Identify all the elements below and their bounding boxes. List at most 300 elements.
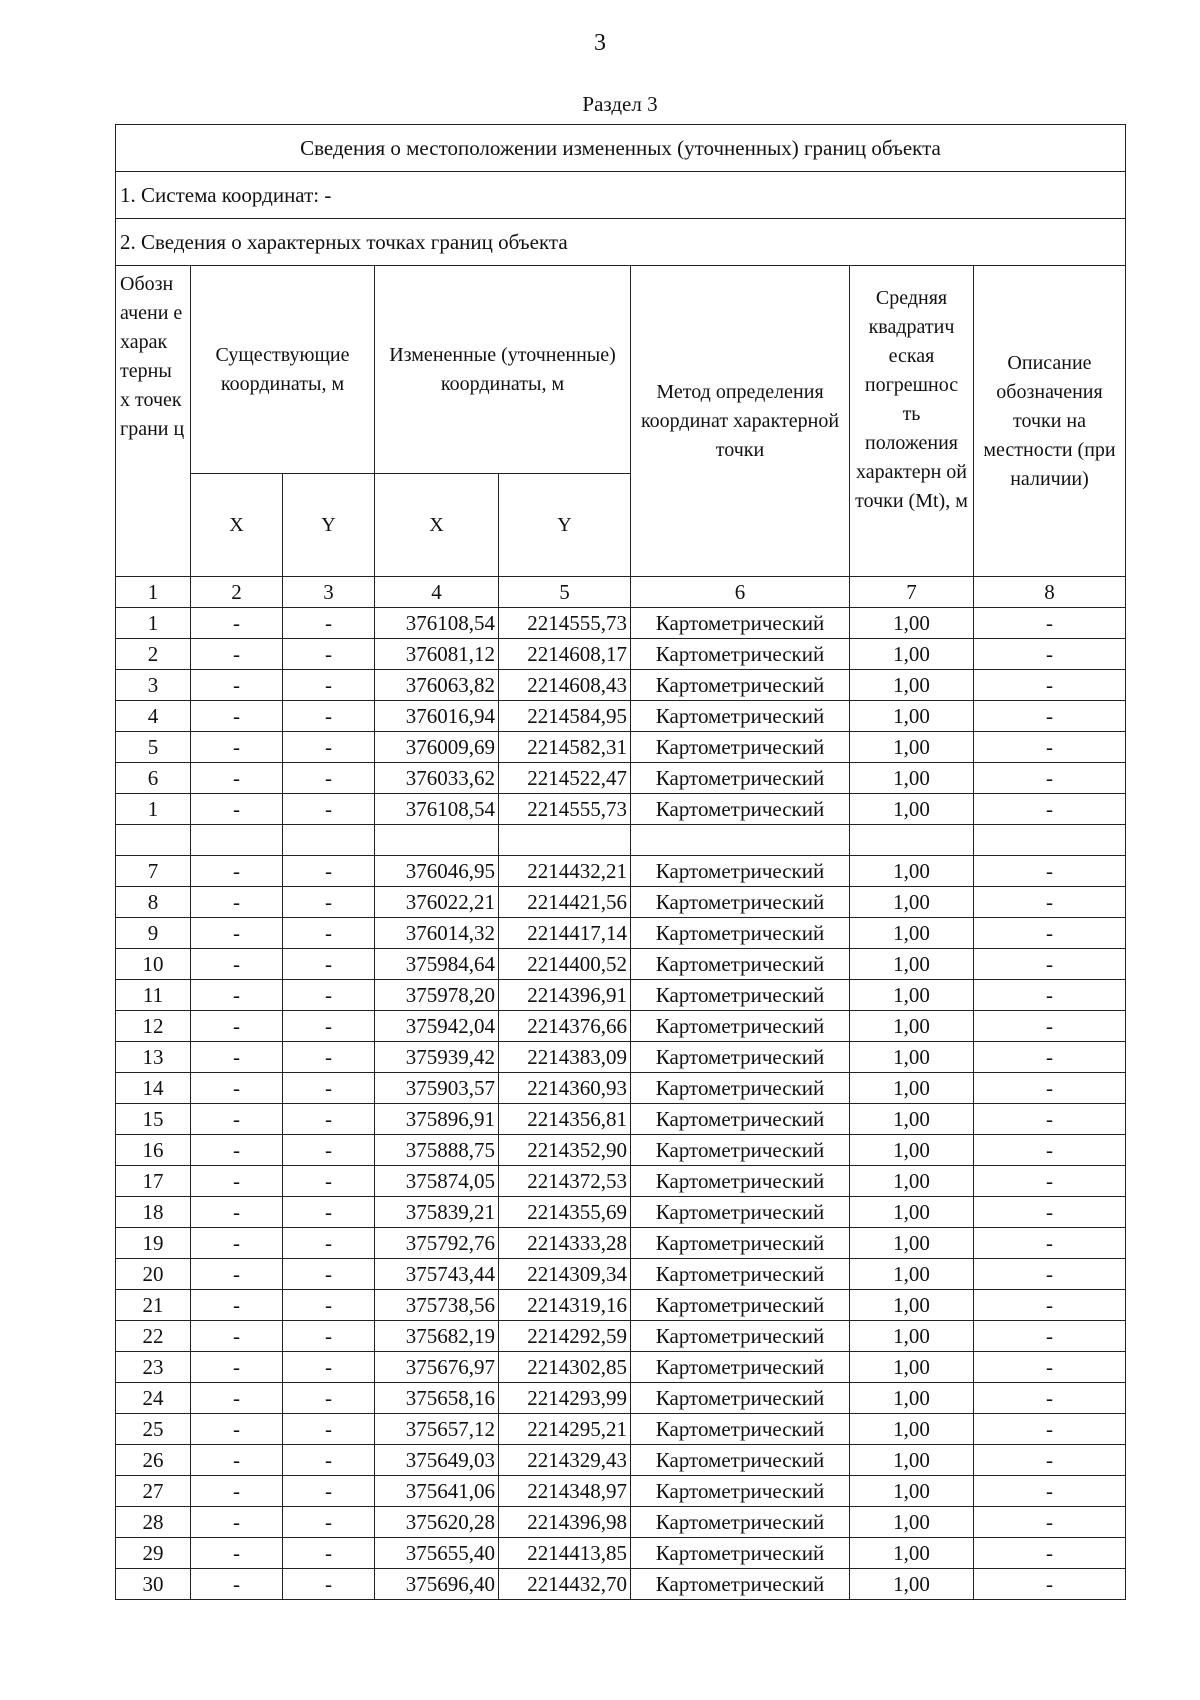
point-number-cell: 26 [116,1445,191,1476]
error-value-cell: 1,00 [850,670,974,701]
point-number-cell [116,825,191,856]
column-number: 4 [375,577,499,608]
existing-x-cell: - [191,794,283,825]
changed-x-cell: 376014,32 [375,918,499,949]
changed-y-cell: 2214584,95 [499,701,631,732]
changed-y-cell: 2214329,43 [499,1445,631,1476]
table-row [116,1445,1126,1476]
error-value-cell: 1,00 [850,1476,974,1507]
table-row [116,1104,1126,1135]
error-value-cell: 1,00 [850,1414,974,1445]
header-method: Метод определения координат характерной точки [631,266,850,577]
description-cell: - [974,701,1126,732]
existing-y-cell: - [283,1383,375,1414]
column-number: 3 [283,577,375,608]
point-number-cell: 24 [116,1383,191,1414]
changed-x-cell: 375792,76 [375,1228,499,1259]
changed-x-cell: 375939,42 [375,1042,499,1073]
method-cell: Картометрический [631,1383,850,1414]
error-value-cell: 1,00 [850,1538,974,1569]
error-value-cell: 1,00 [850,763,974,794]
description-cell: - [974,1383,1126,1414]
method-cell: Картометрический [631,1445,850,1476]
existing-x-cell: - [191,1414,283,1445]
changed-x-cell: 376033,62 [375,763,499,794]
existing-y-cell: - [283,1538,375,1569]
description-cell: - [974,670,1126,701]
changed-x-cell: 375738,56 [375,1290,499,1321]
existing-y-cell: - [283,608,375,639]
point-number-cell: 21 [116,1290,191,1321]
existing-y-cell: - [283,1073,375,1104]
changed-y-cell: 2214295,21 [499,1414,631,1445]
existing-x-cell: - [191,1476,283,1507]
method-cell: Картометрический [631,639,850,670]
error-value-cell: 1,00 [850,1259,974,1290]
changed-x-cell: 375839,21 [375,1197,499,1228]
method-cell: Картометрический [631,1104,850,1135]
existing-x-cell: - [191,1073,283,1104]
error-value-cell: 1,00 [850,1166,974,1197]
method-cell [631,825,850,856]
existing-x-cell: - [191,1507,283,1538]
table-title: Сведения о местоположении измененных (уточненных) границ объекта [116,125,1126,172]
method-cell: Картометрический [631,794,850,825]
changed-x-cell: 376108,54 [375,608,499,639]
point-number-cell: 2 [116,639,191,670]
description-cell: - [974,763,1126,794]
table-row [116,1259,1126,1290]
method-cell: Картометрический [631,763,850,794]
changed-y-cell: 2214413,85 [499,1538,631,1569]
description-cell: - [974,1538,1126,1569]
header-existing-coordinates: Существующие координаты, м [191,266,375,474]
point-number-cell: 12 [116,1011,191,1042]
method-cell: Картометрический [631,1042,850,1073]
changed-y-cell: 2214555,73 [499,608,631,639]
column-number: 1 [116,577,191,608]
description-cell: - [974,1228,1126,1259]
description-cell: - [974,887,1126,918]
table-row [116,1507,1126,1538]
existing-y-cell: - [283,1321,375,1352]
table-row [116,1538,1126,1569]
existing-x-cell: - [191,763,283,794]
table-row [116,639,1126,670]
method-cell: Картометрический [631,701,850,732]
changed-x-cell: 375641,06 [375,1476,499,1507]
error-value-cell: 1,00 [850,1321,974,1352]
existing-y-cell: - [283,1352,375,1383]
description-cell: - [974,1166,1126,1197]
changed-x-cell: 375874,05 [375,1166,499,1197]
description-cell: - [974,1042,1126,1073]
description-cell: - [974,794,1126,825]
coordinate-system: 1. Система координат: - [116,172,1126,219]
changed-y-cell: 2214400,52 [499,949,631,980]
existing-y-cell [283,825,375,856]
point-number-cell: 17 [116,1166,191,1197]
changed-x-cell: 375682,19 [375,1321,499,1352]
existing-y-cell: - [283,1507,375,1538]
table-row [116,1166,1126,1197]
existing-x-cell: - [191,1445,283,1476]
header-changed-y: Y [499,474,631,577]
changed-x-cell: 376063,82 [375,670,499,701]
points-heading: 2. Сведения о характерных точках границ объекта [116,219,1126,266]
table-row [116,608,1126,639]
changed-y-cell: 2214376,66 [499,1011,631,1042]
table-row [116,887,1126,918]
error-value-cell: 1,00 [850,1011,974,1042]
existing-x-cell: - [191,701,283,732]
point-number-cell: 3 [116,670,191,701]
existing-y-cell: - [283,1259,375,1290]
description-cell: - [974,918,1126,949]
table-row [116,1197,1126,1228]
method-cell: Картометрический [631,1352,850,1383]
table-row [116,794,1126,825]
changed-y-cell: 2214417,14 [499,918,631,949]
changed-x-cell: 375649,03 [375,1445,499,1476]
error-value-cell: 1,00 [850,887,974,918]
existing-y-cell: - [283,1104,375,1135]
point-number-cell: 23 [116,1352,191,1383]
changed-y-cell: 2214302,85 [499,1352,631,1383]
error-value-cell: 1,00 [850,1042,974,1073]
table-row [116,918,1126,949]
changed-y-cell: 2214608,17 [499,639,631,670]
error-value-cell: 1,00 [850,918,974,949]
description-cell: - [974,949,1126,980]
column-number: 2 [191,577,283,608]
method-cell: Картометрический [631,980,850,1011]
column-number-row [116,577,1126,608]
point-number-cell: 4 [116,701,191,732]
existing-x-cell: - [191,1104,283,1135]
existing-y-cell: - [283,1135,375,1166]
changed-y-cell: 2214360,93 [499,1073,631,1104]
changed-x-cell: 375620,28 [375,1507,499,1538]
error-value-cell: 1,00 [850,980,974,1011]
changed-x-cell: 375978,20 [375,980,499,1011]
error-value-cell: 1,00 [850,794,974,825]
table-row [116,1383,1126,1414]
description-cell: - [974,1414,1126,1445]
page-number: 3 [594,30,606,56]
point-number-cell: 30 [116,1569,191,1600]
existing-x-cell: - [191,949,283,980]
existing-y-cell: - [283,1042,375,1073]
table-row [116,763,1126,794]
error-value-cell: 1,00 [850,1290,974,1321]
point-number-cell: 18 [116,1197,191,1228]
column-number: 5 [499,577,631,608]
changed-x-cell: 375903,57 [375,1073,499,1104]
method-cell: Картометрический [631,1259,850,1290]
existing-y-cell: - [283,887,375,918]
changed-y-cell: 2214432,70 [499,1569,631,1600]
point-number-cell: 7 [116,856,191,887]
method-cell: Картометрический [631,856,850,887]
method-cell: Картометрический [631,949,850,980]
changed-y-cell: 2214396,91 [499,980,631,1011]
table-row [116,1290,1126,1321]
existing-x-cell [191,825,283,856]
point-number-cell: 14 [116,1073,191,1104]
existing-y-cell: - [283,701,375,732]
table-row [116,1042,1126,1073]
description-cell: - [974,1011,1126,1042]
point-number-cell: 20 [116,1259,191,1290]
changed-y-cell: 2214333,28 [499,1228,631,1259]
changed-x-cell: 375942,04 [375,1011,499,1042]
description-cell: - [974,639,1126,670]
method-cell: Картометрический [631,1166,850,1197]
changed-x-cell: 375984,64 [375,949,499,980]
error-value-cell: 1,00 [850,1507,974,1538]
existing-x-cell: - [191,732,283,763]
point-number-cell: 1 [116,608,191,639]
existing-y-cell: - [283,1166,375,1197]
existing-x-cell: - [191,1011,283,1042]
method-cell: Картометрический [631,1135,850,1166]
point-number-cell: 28 [116,1507,191,1538]
description-cell: - [974,1259,1126,1290]
table-row [116,949,1126,980]
table-row [116,1228,1126,1259]
header-changed-coordinates: Измененные (уточненные) координаты, м [375,266,631,474]
changed-y-cell: 2214522,47 [499,763,631,794]
changed-x-cell: 375676,97 [375,1352,499,1383]
error-value-cell: 1,00 [850,608,974,639]
error-value-cell: 1,00 [850,949,974,980]
description-cell: - [974,608,1126,639]
existing-x-cell: - [191,670,283,701]
existing-x-cell: - [191,1259,283,1290]
existing-x-cell: - [191,1538,283,1569]
description-cell: - [974,1321,1126,1352]
existing-y-cell: - [283,794,375,825]
existing-y-cell: - [283,1476,375,1507]
method-cell: Картометрический [631,1011,850,1042]
changed-y-cell: 2214355,69 [499,1197,631,1228]
existing-x-cell: - [191,856,283,887]
method-cell: Картометрический [631,1228,850,1259]
existing-x-cell: - [191,1135,283,1166]
changed-y-cell: 2214582,31 [499,732,631,763]
changed-x-cell: 376022,21 [375,887,499,918]
changed-x-cell: 375888,75 [375,1135,499,1166]
existing-x-cell: - [191,1352,283,1383]
point-number-cell: 5 [116,732,191,763]
changed-y-cell: 2214292,59 [499,1321,631,1352]
method-cell: Картометрический [631,1538,850,1569]
changed-x-cell [375,825,499,856]
description-cell: - [974,1476,1126,1507]
changed-y-cell: 2214309,34 [499,1259,631,1290]
changed-y-cell: 2214348,97 [499,1476,631,1507]
description-cell: - [974,1104,1126,1135]
changed-y-cell: 2214352,90 [499,1135,631,1166]
point-number-cell: 10 [116,949,191,980]
method-cell: Картометрический [631,608,850,639]
point-number-cell: 13 [116,1042,191,1073]
changed-x-cell: 376046,95 [375,856,499,887]
description-cell: - [974,1507,1126,1538]
existing-x-cell: - [191,887,283,918]
method-cell: Картометрический [631,1414,850,1445]
existing-y-cell: - [283,763,375,794]
table-row [116,1352,1126,1383]
column-number: 7 [850,577,974,608]
error-value-cell: 1,00 [850,1104,974,1135]
changed-x-cell: 375743,44 [375,1259,499,1290]
description-cell: - [974,1073,1126,1104]
changed-y-cell: 2214356,81 [499,1104,631,1135]
changed-y-cell: 2214293,99 [499,1383,631,1414]
header-designation: Обозн ачени е харак терны х точек грани ц [116,266,191,577]
changed-y-cell: 2214432,21 [499,856,631,887]
description-cell: - [974,1352,1126,1383]
existing-y-cell: - [283,1445,375,1476]
existing-x-cell: - [191,639,283,670]
description-cell: - [974,856,1126,887]
point-number-cell: 29 [116,1538,191,1569]
method-cell: Картометрический [631,1197,850,1228]
method-cell: Картометрический [631,1290,850,1321]
changed-x-cell: 375658,16 [375,1383,499,1414]
existing-y-cell: - [283,1414,375,1445]
existing-y-cell: - [283,949,375,980]
error-value-cell: 1,00 [850,1073,974,1104]
existing-y-cell: - [283,639,375,670]
table-row [116,980,1126,1011]
changed-x-cell: 376108,54 [375,794,499,825]
error-value-cell: 1,00 [850,856,974,887]
changed-y-cell: 2214396,98 [499,1507,631,1538]
changed-y-cell: 2214555,73 [499,794,631,825]
existing-y-cell: - [283,856,375,887]
error-value-cell: 1,00 [850,1228,974,1259]
error-value-cell: 1,00 [850,639,974,670]
existing-y-cell: - [283,1569,375,1600]
existing-y-cell: - [283,918,375,949]
description-cell: - [974,1290,1126,1321]
description-cell: - [974,1445,1126,1476]
existing-x-cell: - [191,1569,283,1600]
description-cell: - [974,1197,1126,1228]
point-number-cell: 25 [116,1414,191,1445]
existing-y-cell: - [283,1011,375,1042]
existing-y-cell: - [283,1197,375,1228]
point-number-cell: 1 [116,794,191,825]
table-row [116,1011,1126,1042]
method-cell: Картометрический [631,732,850,763]
method-cell: Картометрический [631,918,850,949]
error-value-cell: 1,00 [850,1445,974,1476]
existing-x-cell: - [191,608,283,639]
changed-y-cell: 2214319,16 [499,1290,631,1321]
method-cell: Картометрический [631,887,850,918]
description-cell: - [974,980,1126,1011]
method-cell: Картометрический [631,1569,850,1600]
changed-y-cell: 2214421,56 [499,887,631,918]
existing-x-cell: - [191,1228,283,1259]
error-value-cell: 1,00 [850,1135,974,1166]
changed-x-cell: 376009,69 [375,732,499,763]
table-row [116,1135,1126,1166]
method-cell: Картометрический [631,1321,850,1352]
description-cell: - [974,732,1126,763]
error-value-cell [850,825,974,856]
error-value-cell: 1,00 [850,1383,974,1414]
table-blank-row [116,825,1126,856]
changed-y-cell: 2214383,09 [499,1042,631,1073]
point-number-cell: 22 [116,1321,191,1352]
method-cell: Картометрический [631,1073,850,1104]
table-row [116,670,1126,701]
error-value-cell: 1,00 [850,1352,974,1383]
error-value-cell: 1,00 [850,1569,974,1600]
changed-x-cell: 375657,12 [375,1414,499,1445]
method-cell: Картометрический [631,670,850,701]
description-cell [974,825,1126,856]
column-number: 6 [631,577,850,608]
existing-x-cell: - [191,918,283,949]
table-row [116,701,1126,732]
point-number-cell: 8 [116,887,191,918]
description-cell: - [974,1569,1126,1600]
existing-x-cell: - [191,980,283,1011]
changed-x-cell: 376081,12 [375,639,499,670]
error-value-cell: 1,00 [850,732,974,763]
existing-x-cell: - [191,1197,283,1228]
existing-y-cell: - [283,670,375,701]
method-cell: Картометрический [631,1507,850,1538]
method-cell: Картометрический [631,1476,850,1507]
existing-x-cell: - [191,1290,283,1321]
changed-y-cell [499,825,631,856]
table-row [116,1073,1126,1104]
point-number-cell: 16 [116,1135,191,1166]
point-number-cell: 11 [116,980,191,1011]
table-row [116,732,1126,763]
changed-y-cell: 2214608,43 [499,670,631,701]
existing-x-cell: - [191,1166,283,1197]
point-number-cell: 19 [116,1228,191,1259]
changed-x-cell: 376016,94 [375,701,499,732]
table-row [116,1321,1126,1352]
header-changed-x: X [375,474,499,577]
table-row [116,1569,1126,1600]
changed-x-cell: 375696,40 [375,1569,499,1600]
existing-y-cell: - [283,980,375,1011]
point-number-cell: 15 [116,1104,191,1135]
existing-y-cell: - [283,1290,375,1321]
header-error: Средняя квадратич еская погрешнос ть положения характерн ой точки (Mt), м [850,266,974,577]
existing-y-cell: - [283,1228,375,1259]
point-number-cell: 9 [116,918,191,949]
changed-y-cell: 2214372,53 [499,1166,631,1197]
error-value-cell: 1,00 [850,1197,974,1228]
boundary-points-table [115,124,1126,1600]
existing-x-cell: - [191,1042,283,1073]
header-existing-x: X [191,474,283,577]
header-existing-y: Y [283,474,375,577]
changed-x-cell: 375655,40 [375,1538,499,1569]
section-label: Раздел 3 [582,92,658,116]
